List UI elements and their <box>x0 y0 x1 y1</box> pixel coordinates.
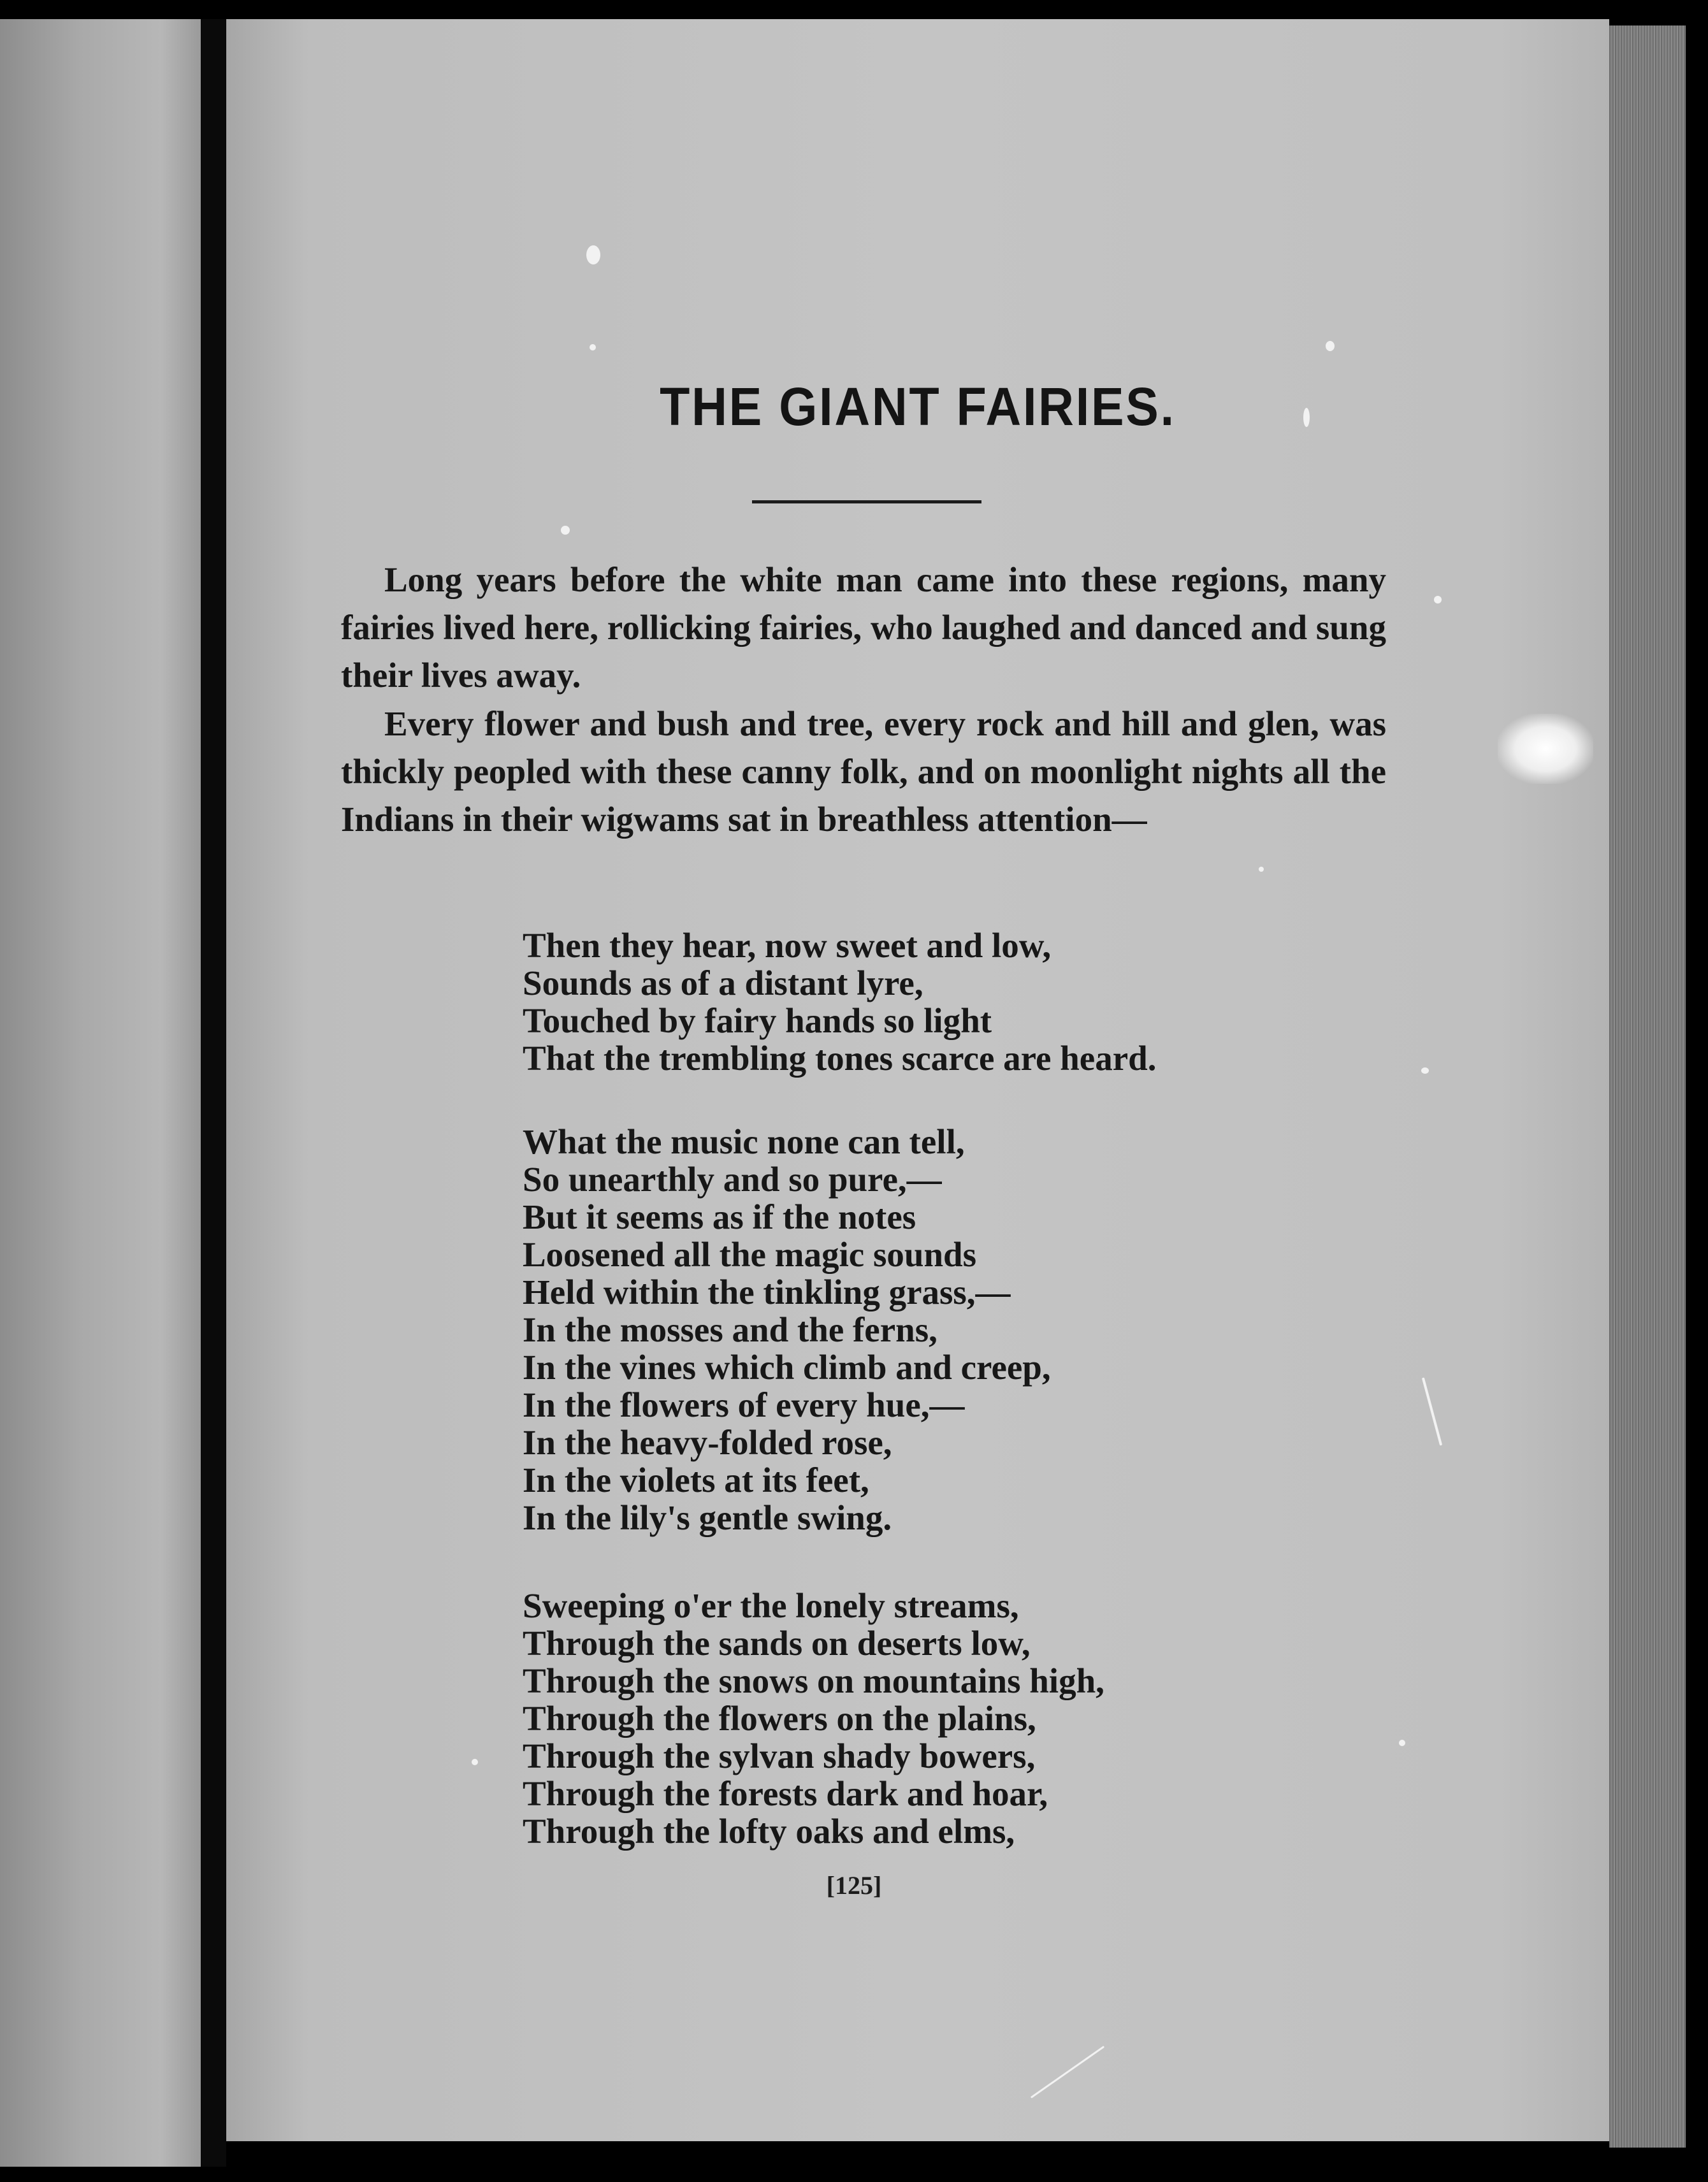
scan-border <box>1686 0 1708 2182</box>
verse-line: Held within the tinkling grass,— <box>523 1273 1011 1311</box>
chapter-title: THE GIANT FAIRIES. <box>660 377 1176 437</box>
verse-line: In the flowers of every hue,— <box>523 1385 965 1424</box>
dust-speck <box>586 245 600 264</box>
poem-stanza <box>523 927 1415 1077</box>
dust-speck <box>1326 341 1335 351</box>
verse-line: Through the snows on mountains high, <box>523 1661 1104 1700</box>
facing-page-edge <box>0 19 201 2167</box>
stacked-page-edges <box>1609 25 1686 2148</box>
verse-line: In the violets at its feet, <box>523 1461 869 1499</box>
paper-stain <box>1498 714 1593 784</box>
page-number: [125] <box>826 1871 882 1900</box>
verse-line: But it seems as if the notes <box>523 1197 916 1236</box>
dust-speck <box>1422 1377 1442 1445</box>
verse-line: Through the forests dark and hoar, <box>523 1774 1048 1813</box>
dust-speck <box>561 526 570 535</box>
verse-line: In the vines which climb and creep, <box>523 1348 1051 1387</box>
poem-stanza <box>523 1587 1415 1850</box>
verse-line: Through the sands on deserts low, <box>523 1624 1031 1663</box>
dust-speck <box>1421 1067 1429 1074</box>
verse-line: Through the flowers on the plains, <box>523 1699 1036 1738</box>
paragraph: Long years before the white man came into these regions, many fairies lived here, rollicking fairies, who laughed and danced and sung their lives away. <box>341 560 1386 695</box>
dust-speck <box>1259 867 1264 872</box>
paragraph: Every flower and bush and tree, every rock and hill and glen, was thickly peopled with these canny folk, and on moonlight nights all the Indians in their wigwams sat in breathless attention— <box>341 704 1386 839</box>
book-gutter <box>201 19 226 2167</box>
verse-line: Through the sylvan shady bowers, <box>523 1737 1036 1775</box>
dust-speck <box>1434 596 1442 603</box>
dust-speck <box>472 1759 478 1765</box>
verse-line: In the lily's gentle swing. <box>523 1498 892 1537</box>
verse-line: In the heavy-folded rose, <box>523 1423 892 1462</box>
verse-line: Loosened all the magic sounds <box>523 1235 977 1274</box>
verse-line: That the trembling tones scarce are heard. <box>523 1039 1157 1078</box>
verse-line: What the music none can tell, <box>523 1122 965 1161</box>
dust-speck <box>1031 2046 1104 2099</box>
verse-line: So unearthly and so pure,— <box>523 1160 942 1199</box>
verse-line: Through the lofty oaks and elms, <box>523 1812 1015 1851</box>
verse-line: Sweeping o'er the lonely streams, <box>523 1586 1019 1625</box>
verse-line: Then they hear, now sweet and low, <box>523 926 1052 965</box>
poem-stanza <box>523 1123 1415 1536</box>
verse-line: Touched by fairy hands so light <box>523 1001 992 1040</box>
verse-line: In the mosses and the ferns, <box>523 1310 937 1349</box>
verse-line: Sounds as of a distant lyre, <box>523 964 923 1002</box>
title-rule <box>752 500 981 503</box>
dust-speck <box>590 344 596 350</box>
